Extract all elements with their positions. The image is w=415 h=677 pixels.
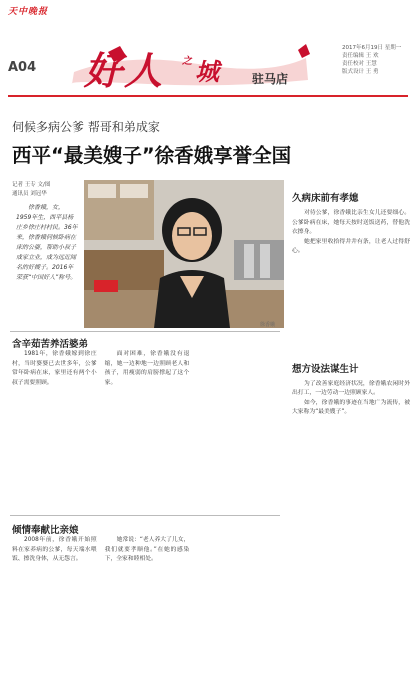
page-number: A04 bbox=[8, 60, 37, 75]
section-heading: 倾情奉献比亲娘 bbox=[12, 525, 79, 536]
issue-info: 2017年6月19日 星期一 责任编辑 王 欢 责任校对 王慧 版式设计 王 勇 bbox=[342, 45, 402, 75]
article-photo bbox=[84, 180, 284, 328]
section-body bbox=[12, 536, 282, 565]
banner-subtitle: 驻马店 bbox=[252, 72, 289, 86]
portrait-illustration bbox=[84, 180, 284, 328]
section-body bbox=[12, 350, 282, 388]
paragraph: 如今，徐香娥的事迹在当地广为流传，被大家称为“最美嫂子”。 bbox=[292, 399, 410, 415]
section-divider bbox=[10, 331, 280, 332]
sidebar-column bbox=[292, 190, 410, 418]
article-intro: 徐香娥，女，1959年生，西平县杨庄乡徐庄村村民。36年来，徐香娥伺候卧病在床的公婆，帮助小叔子成家立业，成为远近闻名的好嫂子。2016年荣获“中国好人”称号。 bbox=[16, 204, 78, 281]
banner-big-text: 城 bbox=[195, 57, 219, 86]
article-byline: 记者 王专 文/图 通讯员 刘冠华 bbox=[12, 182, 51, 197]
newspaper-logo: 天中晚报 bbox=[8, 7, 49, 17]
header-divider bbox=[8, 95, 408, 97]
section-divider bbox=[10, 515, 280, 516]
paragraph: 面对困难，徐香娥没有退缩，她一边种地一边照顾老人和孩子，用瘦弱的肩膀撑起了这个家。 bbox=[104, 351, 190, 386]
paragraph: 对待公爹，徐香娥比亲生女儿还要细心。公爹卧病在床，她每天按时送饭送药，替他洗衣擦身。 bbox=[292, 210, 410, 235]
paragraph: 2008年前，徐香娥开始照料在家养病的公爹，每天端水喂饭、擦洗身体，从无怨言。 bbox=[12, 537, 97, 562]
paragraph: 为了改善家庭经济状况，徐香娥农闲时外出打工，一边劳动一边照顾家人。 bbox=[292, 380, 410, 396]
paragraph: 她常说：“老人养大了儿女，我们就要孝顺他。”在她的感染下，全家和睦相处。 bbox=[104, 537, 190, 562]
banner-small-text: 之 bbox=[182, 56, 192, 67]
paragraph: 她把家里收拾得井井有条，让老人过得舒心。 bbox=[292, 238, 410, 254]
sidebar-heading: 久病床前有孝媳 bbox=[292, 193, 359, 204]
photo-caption: 徐香娥 bbox=[260, 322, 276, 328]
sidebar-heading: 想方设法谋生计 bbox=[292, 363, 359, 375]
section-heading: 含辛茹苦养活婆弟 bbox=[12, 339, 89, 350]
banner-title: 好人 bbox=[84, 48, 165, 93]
paragraph: 1981年，徐香娥嫁到徐庄村，当时婆婆已去世多年，公爹常年卧病在床，家里还有两个小叔子需要照顾。 bbox=[12, 351, 97, 386]
article-headline: 西平“最美嫂子”徐香娥享誉全国 bbox=[12, 144, 292, 167]
article-kicker: 伺候多病公爹 帮哥和弟成家 bbox=[12, 120, 160, 134]
